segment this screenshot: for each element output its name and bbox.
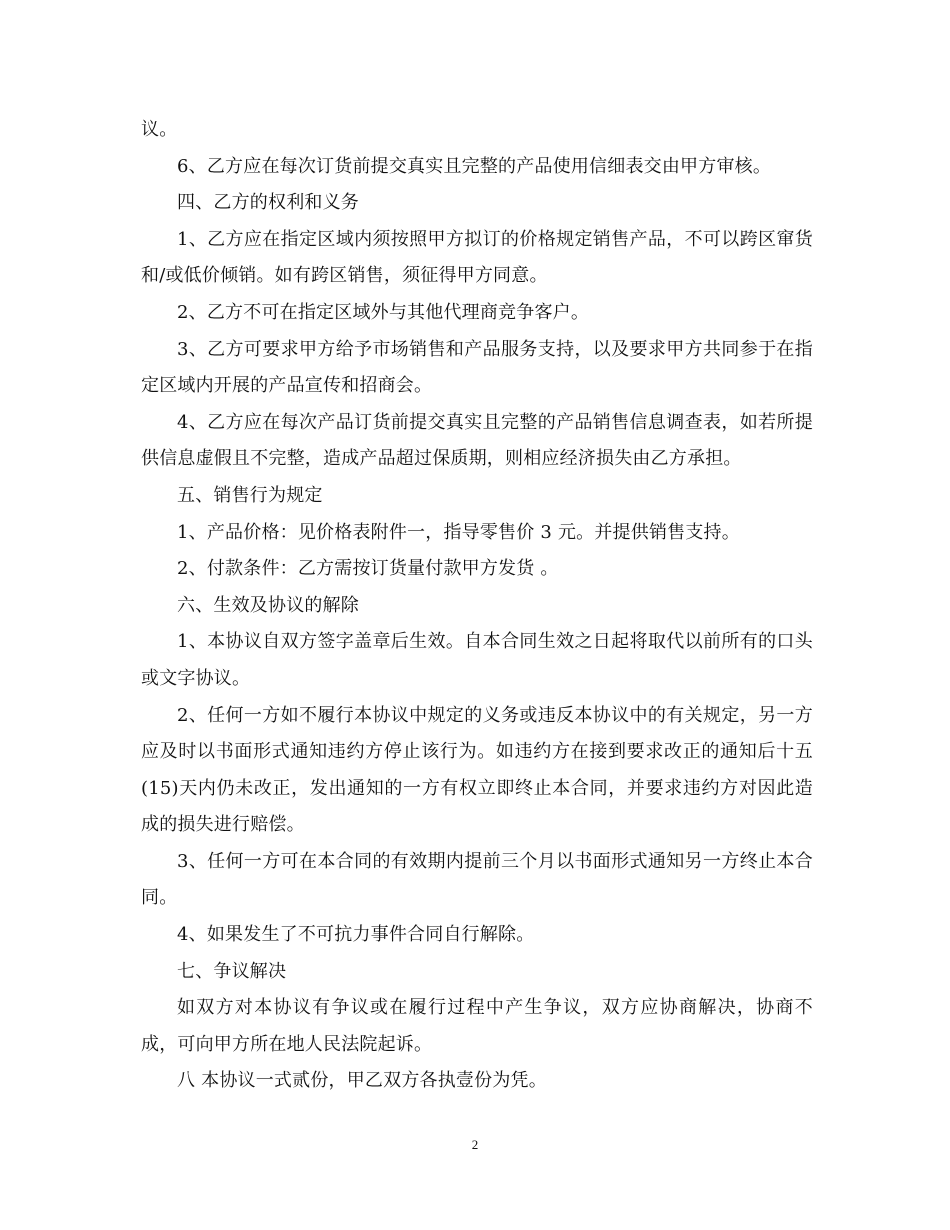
paragraph-clause-6-1: 1、本协议自双方签字盖章后生效。自本合同生效之日起将取代以前所有的口头或文字协议。 — [141, 631, 813, 689]
paragraph-clause-4-1: 1、乙方应在指定区域内须按照甲方拟订的价格规定销售产品，不可以跨区窜货和/或低价倾销。如有跨区销售，须征得甲方同意。 — [141, 228, 813, 287]
paragraph-clause-4-3: 3、乙方可要求甲方给予市场销售和产品服务支持，以及要求甲方共同参于在指定区域内开展的产品宣传和招商会。 — [141, 338, 813, 397]
section-heading-5: 五、销售行为规定 — [177, 484, 323, 506]
paragraph-clause-6-4: 4、如果发生了不可抗力事件合同自行解除。 — [177, 924, 535, 946]
section-heading-7: 七、争议解决 — [177, 960, 287, 982]
paragraph-clause-5-1: 1、产品价格：见价格表附件一，指导零售价 3 元。并提供销售支持。 — [177, 521, 740, 543]
paragraph-clause-4-4: 4、乙方应在每次产品订货前提交真实且完整的产品销售信息调查表，如若所提供信息虚假且不完整，造成产品超过保质期，则相应经济损失由乙方承担。 — [141, 411, 813, 470]
page-number: 2 — [471, 1137, 479, 1152]
paragraph-continuation: 议。 — [141, 119, 178, 140]
paragraph-dispute-resolution: 如双方对本协议有争议或在履行过程中产生争议，双方应协商解决，协商不成，可向甲方所在地人民法院起诉。 — [141, 997, 813, 1055]
document-body — [141, 112, 813, 1100]
section-heading-4: 四、乙方的权利和义务 — [177, 192, 359, 214]
paragraph-clause-5-2: 2、付款条件：乙方需按订货量付款甲方发货 。 — [177, 558, 559, 580]
paragraph-clause-3-6: 6、乙方应在每次订货前提交真实且完整的产品使用信细表交由甲方审核。 — [177, 155, 772, 177]
paragraph-clause-6-3: 3、任何一方可在本合同的有效期内提前三个月以书面形式通知另一方终止本合同。 — [141, 850, 813, 909]
paragraph-clause-6-2: 2、任何一方如不履行本协议中规定的义务或违反本协议中的有关规定，另一方应及时以书面形式通知违约方停止该行为。如违约方在接到要求改正的通知后十五(15)天内仍未改正，发出通知的一方有权立即终止本合同，并要求违约方对因此造成的损失进行赔偿。 — [141, 704, 813, 836]
paragraph-clause-4-2: 2、乙方不可在指定区域外与其他代理商竞争客户。 — [177, 301, 590, 323]
section-heading-6: 六、生效及协议的解除 — [177, 594, 359, 616]
paragraph-section-8: 八 本协议一式贰份，甲乙双方各执壹份为凭。 — [177, 1070, 547, 1092]
